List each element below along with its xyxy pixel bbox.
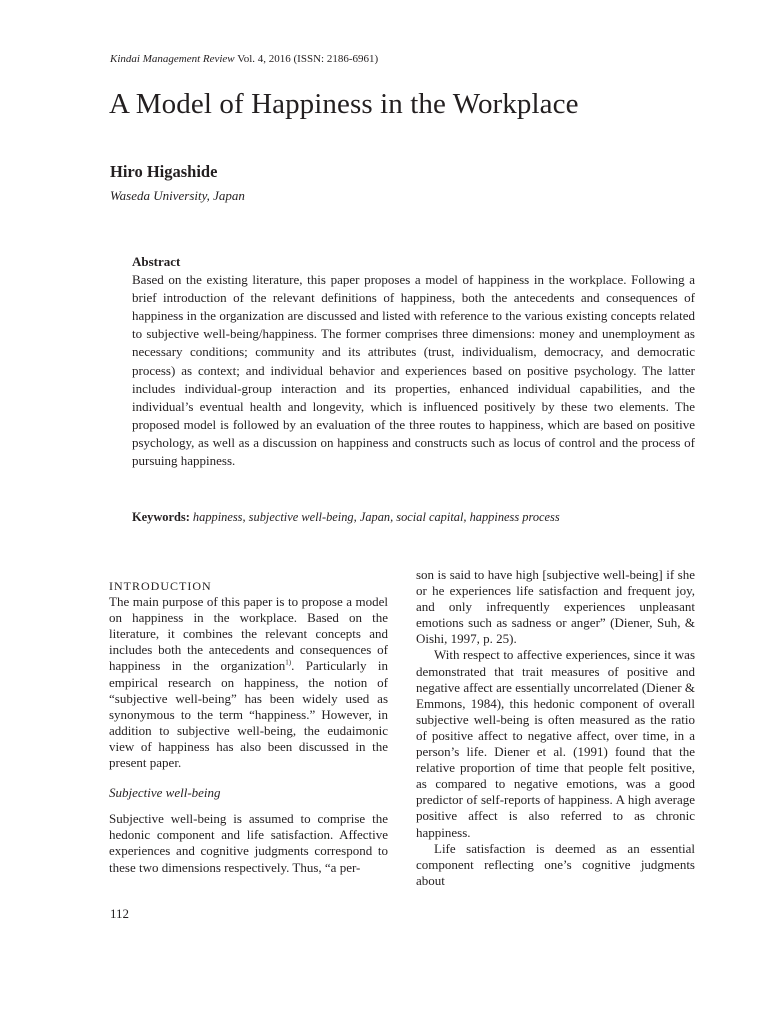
right-paragraph-1: son is said to have high [subjective well-being] if she or he experiences life satisfaction and frequent joy, and only infrequently experiences unpleasant emotions such as sadness or anger” (Diener, Suh, & Oishi, 1997, p. 25). <box>416 567 695 647</box>
journal-citation <box>110 53 378 65</box>
left-column <box>109 578 388 876</box>
intro-text-part1: The main purpose of this paper is to propose a model on happiness in the workplace. Based on the literature, it combines the relevant concepts and includes both the antecedents and consequences of happiness in the organization <box>109 594 388 674</box>
abstract-heading: Abstract <box>132 254 181 269</box>
footnote-marker: 1) <box>285 659 292 668</box>
swb-paragraph: Subjective well-being is assumed to comprise the hedonic component and life satisfaction. Affective experiences and cognitive judgments correspond to these two dimensions respectively. Thus, “a per- <box>109 811 388 875</box>
journal-name: Kindai Management Review <box>110 53 235 65</box>
keywords-line <box>132 510 695 525</box>
page-number: 112 <box>110 906 130 921</box>
right-column <box>416 567 695 889</box>
author-name: Hiro Higashide <box>110 162 218 181</box>
volume-info: Vol. 4, 2016 (ISSN: 2186-6961) <box>234 53 379 65</box>
right-paragraph-2: With respect to affective experiences, since it was demonstrated that trait measures of positive and negative affect are essentially uncorrelated (Diener & Emmons, 1984), this hedonic component of overall subjective well-being is often measured as the ratio of positive affect to negative affect, over time, in a person’s life. Diener et al. (1991) found that the relative proportion of time that people felt positive, as compared to negative emotions, was a good predictor of self-reports of happiness. A high average positive affect is also referred to as chronic happiness. <box>416 647 695 840</box>
abstract-section <box>132 253 695 470</box>
intro-paragraph <box>109 594 388 771</box>
section-heading-introduction: INTRODUCTION <box>109 579 212 593</box>
intro-text-part2: . Particularly in empirical research on happiness, the notion of “subjective well-being” has been widely used as synonymous to the term “happiness.” However, in addition to subjective well-being, the eudaimonic view of happiness has also been discussed in the present paper. <box>109 658 388 771</box>
right-paragraph-3: Life satisfaction is deemed as an essential component reflecting one’s cognitive judgments about <box>416 840 695 888</box>
paper-title: A Model of Happiness in the Workplace <box>109 88 579 120</box>
author-affiliation: Waseda University, Japan <box>110 188 245 203</box>
abstract-body: Based on the existing literature, this paper proposes a model of happiness in the workplace. Following a brief introduction of the relevant definitions of happiness, both the antecedents and consequences of happiness in the organization are discussed and listed with reference to the various existing concepts related to subjective well-being/happiness. The former comprises three dimensions: money and unemployment as necessary conditions; community and its attributes (trust, individualism, democracy, and democratic process) as context; and individual behavior and experiences based on positive psychology. The latter includes individual-group interaction and its properties, enhanced individual capabilities, and the individual’s eventual health and longevity, which is influenced positively by these two elements. The proposed model is followed by an evaluation of the three routes to happiness, which are based on positive psychology, as well as a discussion on happiness and constructs such as locus of control and the process of pursuing happiness. <box>132 272 695 469</box>
keywords-label: Keywords: <box>132 510 190 524</box>
subsection-heading-subjective-well-being: Subjective well-being <box>109 785 221 801</box>
keywords-list: happiness, subjective well-being, Japan, social capital, happiness process <box>189 510 560 524</box>
